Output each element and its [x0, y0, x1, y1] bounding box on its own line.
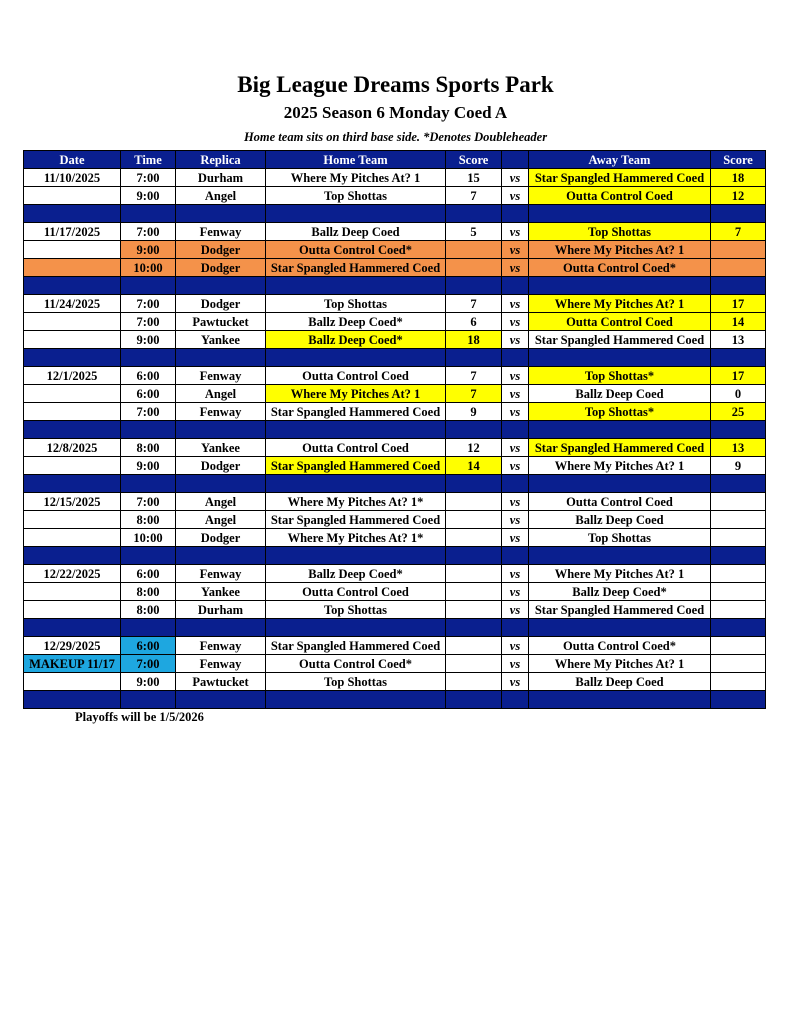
date-cell: 12/15/2025	[24, 493, 121, 511]
away-team-cell: Outta Control Coed	[529, 313, 711, 331]
replica-cell: Fenway	[176, 565, 266, 583]
time-cell: 9:00	[121, 187, 176, 205]
time-cell: 6:00	[121, 565, 176, 583]
time-cell: 6:00	[121, 367, 176, 385]
vs-cell: vs	[502, 169, 529, 187]
header-blank	[502, 151, 529, 169]
time-cell: 9:00	[121, 457, 176, 475]
week-separator	[24, 277, 766, 295]
home-team-cell: Ballz Deep Coed*	[266, 313, 446, 331]
date-cell	[24, 529, 121, 547]
week-separator	[24, 349, 766, 367]
home-team-cell: Where My Pitches At? 1*	[266, 529, 446, 547]
away-team-cell: Outta Control Coed*	[529, 259, 711, 277]
vs-cell: vs	[502, 385, 529, 403]
week-separator	[24, 619, 766, 637]
home-score-cell	[446, 637, 502, 655]
table-row	[24, 457, 766, 475]
home-score-cell: 7	[446, 367, 502, 385]
away-team-cell: Where My Pitches At? 1	[529, 655, 711, 673]
home-team-cell: Outta Control Coed*	[266, 241, 446, 259]
date-cell: 12/29/2025	[24, 637, 121, 655]
home-team-cell: Ballz Deep Coed	[266, 223, 446, 241]
away-team-cell: Ballz Deep Coed	[529, 385, 711, 403]
time-cell: 10:00	[121, 259, 176, 277]
replica-cell: Yankee	[176, 439, 266, 457]
date-cell: 12/8/2025	[24, 439, 121, 457]
time-cell: 6:00	[121, 385, 176, 403]
table-row	[24, 187, 766, 205]
home-score-cell: 5	[446, 223, 502, 241]
replica-cell: Yankee	[176, 583, 266, 601]
away-score-cell: 7	[711, 223, 766, 241]
away-score-cell: 17	[711, 295, 766, 313]
header-replica: Replica	[176, 151, 266, 169]
replica-cell: Durham	[176, 169, 266, 187]
home-score-cell	[446, 583, 502, 601]
home-score-cell: 14	[446, 457, 502, 475]
home-score-cell	[446, 655, 502, 673]
replica-cell: Pawtucket	[176, 313, 266, 331]
header-row	[24, 151, 766, 169]
time-cell: 10:00	[121, 529, 176, 547]
home-score-cell: 6	[446, 313, 502, 331]
table-row	[24, 313, 766, 331]
replica-cell: Dodger	[176, 457, 266, 475]
vs-cell: vs	[502, 241, 529, 259]
header-away-score: Score	[711, 151, 766, 169]
table-row	[24, 637, 766, 655]
home-score-cell: 9	[446, 403, 502, 421]
away-score-cell	[711, 601, 766, 619]
home-score-cell	[446, 241, 502, 259]
time-cell: 7:00	[121, 403, 176, 421]
header-home-score: Score	[446, 151, 502, 169]
vs-cell: vs	[502, 601, 529, 619]
page-subtitle: 2025 Season 6 Monday Coed A	[283, 103, 508, 122]
replica-cell: Angel	[176, 187, 266, 205]
away-score-cell	[711, 241, 766, 259]
vs-cell: vs	[502, 583, 529, 601]
header-away-team: Away Team	[529, 151, 711, 169]
home-team-cell: Star Spangled Hammered Coed	[266, 403, 446, 421]
home-team-cell: Top Shottas	[266, 673, 446, 691]
replica-cell: Durham	[176, 601, 266, 619]
vs-cell: vs	[502, 511, 529, 529]
time-cell: 7:00	[121, 313, 176, 331]
time-cell: 8:00	[121, 583, 176, 601]
date-cell	[24, 313, 121, 331]
away-team-cell: Outta Control Coed*	[529, 637, 711, 655]
vs-cell: vs	[502, 295, 529, 313]
away-team-cell: Top Shottas	[529, 529, 711, 547]
date-cell	[24, 403, 121, 421]
date-cell	[24, 511, 121, 529]
date-cell: 12/1/2025	[24, 367, 121, 385]
time-cell: 9:00	[121, 673, 176, 691]
time-cell: 9:00	[121, 241, 176, 259]
table-row	[24, 331, 766, 349]
away-score-cell: 18	[711, 169, 766, 187]
away-score-cell	[711, 673, 766, 691]
away-team-cell: Star Spangled Hammered Coed	[529, 439, 711, 457]
table-row	[24, 655, 766, 673]
vs-cell: vs	[502, 403, 529, 421]
away-team-cell: Where My Pitches At? 1	[529, 241, 711, 259]
vs-cell: vs	[502, 259, 529, 277]
home-team-cell: Outta Control Coed	[266, 583, 446, 601]
time-cell: 7:00	[121, 493, 176, 511]
week-separator	[24, 205, 766, 223]
home-team-cell: Top Shottas	[266, 187, 446, 205]
date-cell: 11/10/2025	[24, 169, 121, 187]
time-cell: 8:00	[121, 601, 176, 619]
time-cell: 8:00	[121, 439, 176, 457]
table-row	[24, 259, 766, 277]
table-row	[24, 403, 766, 421]
table-row	[24, 493, 766, 511]
replica-cell: Yankee	[176, 331, 266, 349]
away-score-cell: 17	[711, 367, 766, 385]
vs-cell: vs	[502, 493, 529, 511]
vs-cell: vs	[502, 529, 529, 547]
time-cell: 7:00	[121, 295, 176, 313]
home-team-cell: Star Spangled Hammered Coed	[266, 511, 446, 529]
table-row	[24, 673, 766, 691]
replica-cell: Fenway	[176, 367, 266, 385]
vs-cell: vs	[502, 223, 529, 241]
schedule-note: Home team sits on third base side. *Denotes Doubleheader	[243, 130, 548, 144]
vs-cell: vs	[502, 367, 529, 385]
away-score-cell: 14	[711, 313, 766, 331]
home-team-cell: Ballz Deep Coed*	[266, 565, 446, 583]
week-separator	[24, 475, 766, 493]
time-cell: 7:00	[121, 655, 176, 673]
time-cell: 9:00	[121, 331, 176, 349]
home-score-cell	[446, 511, 502, 529]
table-row	[24, 367, 766, 385]
makeup-badge: MAKEUP 11/17	[24, 655, 121, 673]
home-score-cell: 18	[446, 331, 502, 349]
away-score-cell: 13	[711, 331, 766, 349]
replica-cell: Fenway	[176, 655, 266, 673]
home-score-cell	[446, 565, 502, 583]
home-team-cell: Top Shottas	[266, 601, 446, 619]
home-score-cell: 7	[446, 385, 502, 403]
date-cell	[24, 601, 121, 619]
replica-cell: Dodger	[176, 259, 266, 277]
date-cell	[24, 385, 121, 403]
schedule-table	[23, 150, 766, 709]
replica-cell: Fenway	[176, 403, 266, 421]
home-score-cell	[446, 259, 502, 277]
home-team-cell: Where My Pitches At? 1	[266, 169, 446, 187]
date-cell	[24, 241, 121, 259]
away-score-cell	[711, 565, 766, 583]
date-cell	[24, 259, 121, 277]
away-score-cell	[711, 259, 766, 277]
table-row	[24, 529, 766, 547]
replica-cell: Dodger	[176, 241, 266, 259]
table-row	[24, 169, 766, 187]
vs-cell: vs	[502, 187, 529, 205]
vs-cell: vs	[502, 673, 529, 691]
header-home-team: Home Team	[266, 151, 446, 169]
away-team-cell: Where My Pitches At? 1	[529, 295, 711, 313]
away-team-cell: Star Spangled Hammered Coed	[529, 169, 711, 187]
home-team-cell: Outta Control Coed	[266, 439, 446, 457]
vs-cell: vs	[502, 565, 529, 583]
time-cell: 6:00	[121, 637, 176, 655]
away-team-cell: Star Spangled Hammered Coed	[529, 601, 711, 619]
table-row	[24, 565, 766, 583]
home-team-cell: Star Spangled Hammered Coed	[266, 259, 446, 277]
vs-cell: vs	[502, 655, 529, 673]
away-score-cell	[711, 655, 766, 673]
home-team-cell: Star Spangled Hammered Coed	[266, 457, 446, 475]
table-row	[24, 511, 766, 529]
replica-cell: Angel	[176, 493, 266, 511]
home-score-cell: 15	[446, 169, 502, 187]
home-score-cell: 12	[446, 439, 502, 457]
home-team-cell: Where My Pitches At? 1	[266, 385, 446, 403]
time-cell: 8:00	[121, 511, 176, 529]
away-score-cell: 12	[711, 187, 766, 205]
away-team-cell: Ballz Deep Coed*	[529, 583, 711, 601]
away-team-cell: Where My Pitches At? 1	[529, 457, 711, 475]
table-row	[24, 385, 766, 403]
replica-cell: Pawtucket	[176, 673, 266, 691]
away-team-cell: Ballz Deep Coed	[529, 511, 711, 529]
date-cell: 11/17/2025	[24, 223, 121, 241]
table-row	[24, 439, 766, 457]
away-score-cell	[711, 511, 766, 529]
time-cell: 7:00	[121, 223, 176, 241]
away-score-cell: 13	[711, 439, 766, 457]
away-team-cell: Where My Pitches At? 1	[529, 565, 711, 583]
home-score-cell: 7	[446, 187, 502, 205]
away-team-cell: Top Shottas*	[529, 367, 711, 385]
home-team-cell: Ballz Deep Coed*	[266, 331, 446, 349]
home-score-cell	[446, 529, 502, 547]
away-team-cell: Top Shottas*	[529, 403, 711, 421]
away-score-cell	[711, 493, 766, 511]
date-cell	[24, 331, 121, 349]
home-team-cell: Outta Control Coed*	[266, 655, 446, 673]
date-cell	[24, 583, 121, 601]
replica-cell: Fenway	[176, 223, 266, 241]
header-date: Date	[24, 151, 121, 169]
away-team-cell: Top Shottas	[529, 223, 711, 241]
date-cell	[24, 187, 121, 205]
table-row	[24, 583, 766, 601]
table-row	[24, 223, 766, 241]
time-cell: 7:00	[121, 169, 176, 187]
away-team-cell: Ballz Deep Coed	[529, 673, 711, 691]
playoffs-note: Playoffs will be 1/5/2026	[75, 710, 204, 724]
replica-cell: Angel	[176, 385, 266, 403]
home-team-cell: Star Spangled Hammered Coed	[266, 637, 446, 655]
home-score-cell	[446, 673, 502, 691]
vs-cell: vs	[502, 313, 529, 331]
header-time: Time	[121, 151, 176, 169]
away-score-cell: 0	[711, 385, 766, 403]
vs-cell: vs	[502, 457, 529, 475]
table-row	[24, 241, 766, 259]
date-cell: 11/24/2025	[24, 295, 121, 313]
away-team-cell: Outta Control Coed	[529, 187, 711, 205]
date-cell: 12/22/2025	[24, 565, 121, 583]
week-separator	[24, 691, 766, 709]
date-cell	[24, 673, 121, 691]
home-team-cell: Top Shottas	[266, 295, 446, 313]
home-team-cell: Where My Pitches At? 1*	[266, 493, 446, 511]
table-row	[24, 295, 766, 313]
away-score-cell: 25	[711, 403, 766, 421]
home-score-cell: 7	[446, 295, 502, 313]
away-score-cell: 9	[711, 457, 766, 475]
replica-cell: Dodger	[176, 529, 266, 547]
page-title: Big League Dreams Sports Park	[237, 72, 554, 97]
replica-cell: Dodger	[176, 295, 266, 313]
date-cell	[24, 457, 121, 475]
vs-cell: vs	[502, 331, 529, 349]
home-score-cell	[446, 601, 502, 619]
vs-cell: vs	[502, 439, 529, 457]
away-team-cell: Outta Control Coed	[529, 493, 711, 511]
away-score-cell	[711, 529, 766, 547]
away-score-cell	[711, 637, 766, 655]
vs-cell: vs	[502, 637, 529, 655]
away-score-cell	[711, 583, 766, 601]
home-team-cell: Outta Control Coed	[266, 367, 446, 385]
away-team-cell: Star Spangled Hammered Coed	[529, 331, 711, 349]
replica-cell: Fenway	[176, 637, 266, 655]
week-separator	[24, 421, 766, 439]
table-row	[24, 601, 766, 619]
home-score-cell	[446, 493, 502, 511]
replica-cell: Angel	[176, 511, 266, 529]
week-separator	[24, 547, 766, 565]
